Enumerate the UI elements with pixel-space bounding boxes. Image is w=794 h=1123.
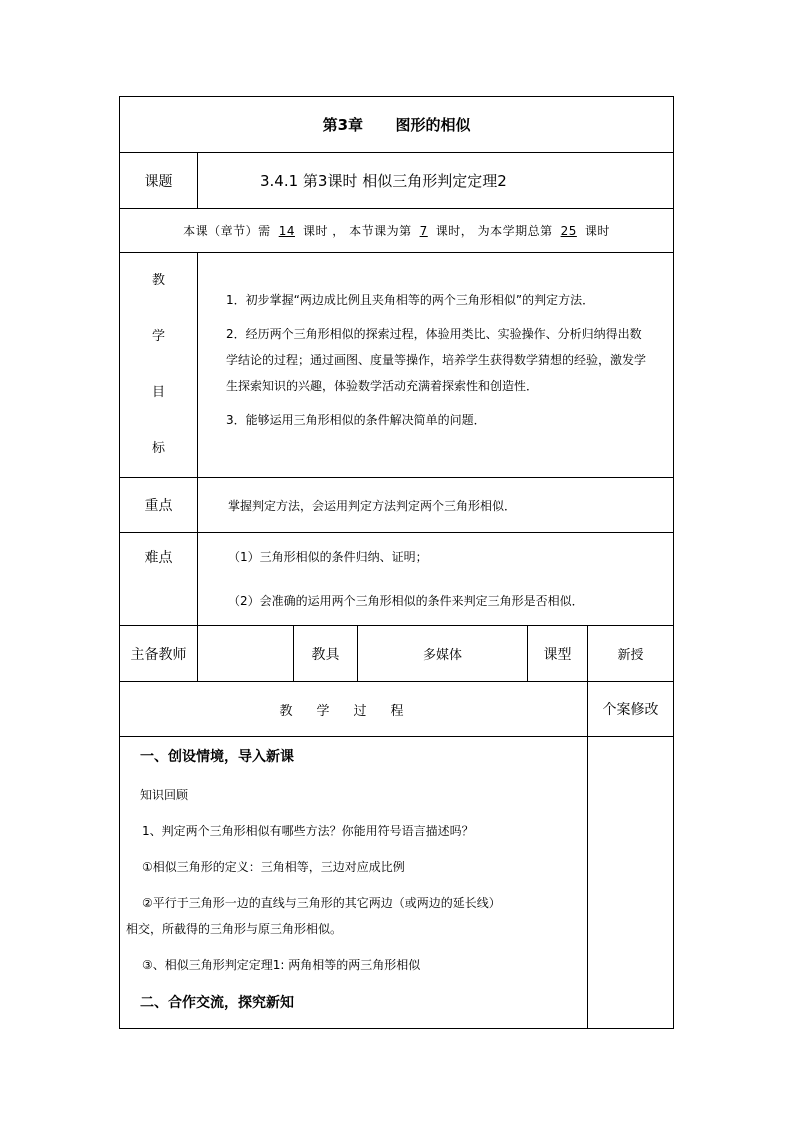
key-point-label: 重点 <box>120 478 198 533</box>
difficulty-row <box>120 533 674 626</box>
method-2-line-2: 相交，所截得的三角形与原三角形相似。 <box>126 922 343 936</box>
method-2-line-1: ②平行于三角形一边的直线与三角形的其它两边（或两边的延长线） <box>142 896 501 910</box>
question-1: 1、判定两个三角形相似有哪些方法？你能用符号语言描述吗？ <box>142 824 474 838</box>
tools-label: 教具 <box>294 626 358 682</box>
title-row <box>120 97 674 153</box>
hours-suffix: 课时 <box>584 224 610 238</box>
objectives-label-char-3: 目 <box>151 385 165 400</box>
process-header: 教学过程 <box>120 682 588 737</box>
difficulty-item-2: （2）会准确的运用两个三角形相似的条件来判定三角形是否相似． <box>228 594 584 608</box>
revision-content <box>588 737 674 1029</box>
section1-title: 一、创设情境，导入新课 <box>140 749 294 765</box>
objective-item-1: 1．初步掌握“两边成比例且夹角相等的两个三角形相似”的判定方法． <box>226 293 595 307</box>
key-point-row <box>120 478 674 533</box>
lesson-title: 3.4.1 第3课时 相似三角形判定定理2 <box>198 153 674 209</box>
hours-row <box>120 209 674 253</box>
objective-item-3: 3．能够运用三角形相似的条件解决简单的问题． <box>226 413 486 427</box>
hours-prefix: 本课（章节）需 <box>183 224 271 238</box>
lesson-row <box>120 153 674 209</box>
hours-total: 14 <box>278 224 295 238</box>
process-content <box>120 737 588 1029</box>
method-1: ①相似三角形的定义：三角相等，三边对应成比例 <box>142 860 405 874</box>
difficulty-item-1: （1）三角形相似的条件归纳、证明； <box>228 550 428 564</box>
objective-item-2: 2．经历两个三角形相似的探索过程，体验用类比、实验操作、分析归纳得出数学结论的过程；通过画图、度量等操作，培养学生获得数学猜想的经验，激发学生探索知识的兴趣，体验数学活动充满着探索性和创造性． <box>226 327 647 393</box>
chapter-number: 第3章 <box>322 116 363 134</box>
objectives-label-char-1: 教 <box>151 273 165 288</box>
section2-title: 二、合作交流，探究新知 <box>140 995 294 1011</box>
difficulty-content <box>198 533 674 626</box>
teacher-label: 主备教师 <box>120 626 198 682</box>
hours-mid2: 课时， 为本学期总第 <box>435 224 553 238</box>
objectives-row <box>120 253 674 478</box>
teacher-value <box>198 626 294 682</box>
lesson-plan-table <box>119 96 674 1029</box>
review-label: 知识回顾 <box>140 788 189 802</box>
hours-mid1: 课时 ， 本节课为第 <box>302 224 412 238</box>
method-3: ③、相似三角形判定定理1: 两角相等的两三角形相似 <box>142 958 421 972</box>
objectives-content <box>198 253 674 478</box>
tools-value: 多媒体 <box>358 626 528 682</box>
objectives-label <box>120 253 198 478</box>
hours-cell <box>120 209 674 253</box>
process-content-row <box>120 737 674 1029</box>
key-point-text: 掌握判定方法，会运用判定方法判定两个三角形相似． <box>198 478 674 533</box>
meta-row <box>120 626 674 682</box>
hours-current: 7 <box>419 224 428 238</box>
chapter-name: 图形的相似 <box>395 116 471 134</box>
type-value: 新授 <box>588 626 674 682</box>
type-label: 课型 <box>528 626 588 682</box>
lesson-label: 课题 <box>120 153 198 209</box>
objectives-label-char-4: 标 <box>151 441 165 456</box>
chapter-title-cell <box>120 97 674 153</box>
difficulty-label: 难点 <box>120 533 198 626</box>
revision-label: 个案修改 <box>588 682 674 737</box>
process-header-row <box>120 682 674 737</box>
hours-term: 25 <box>560 224 577 238</box>
objectives-label-char-2: 学 <box>151 329 165 344</box>
